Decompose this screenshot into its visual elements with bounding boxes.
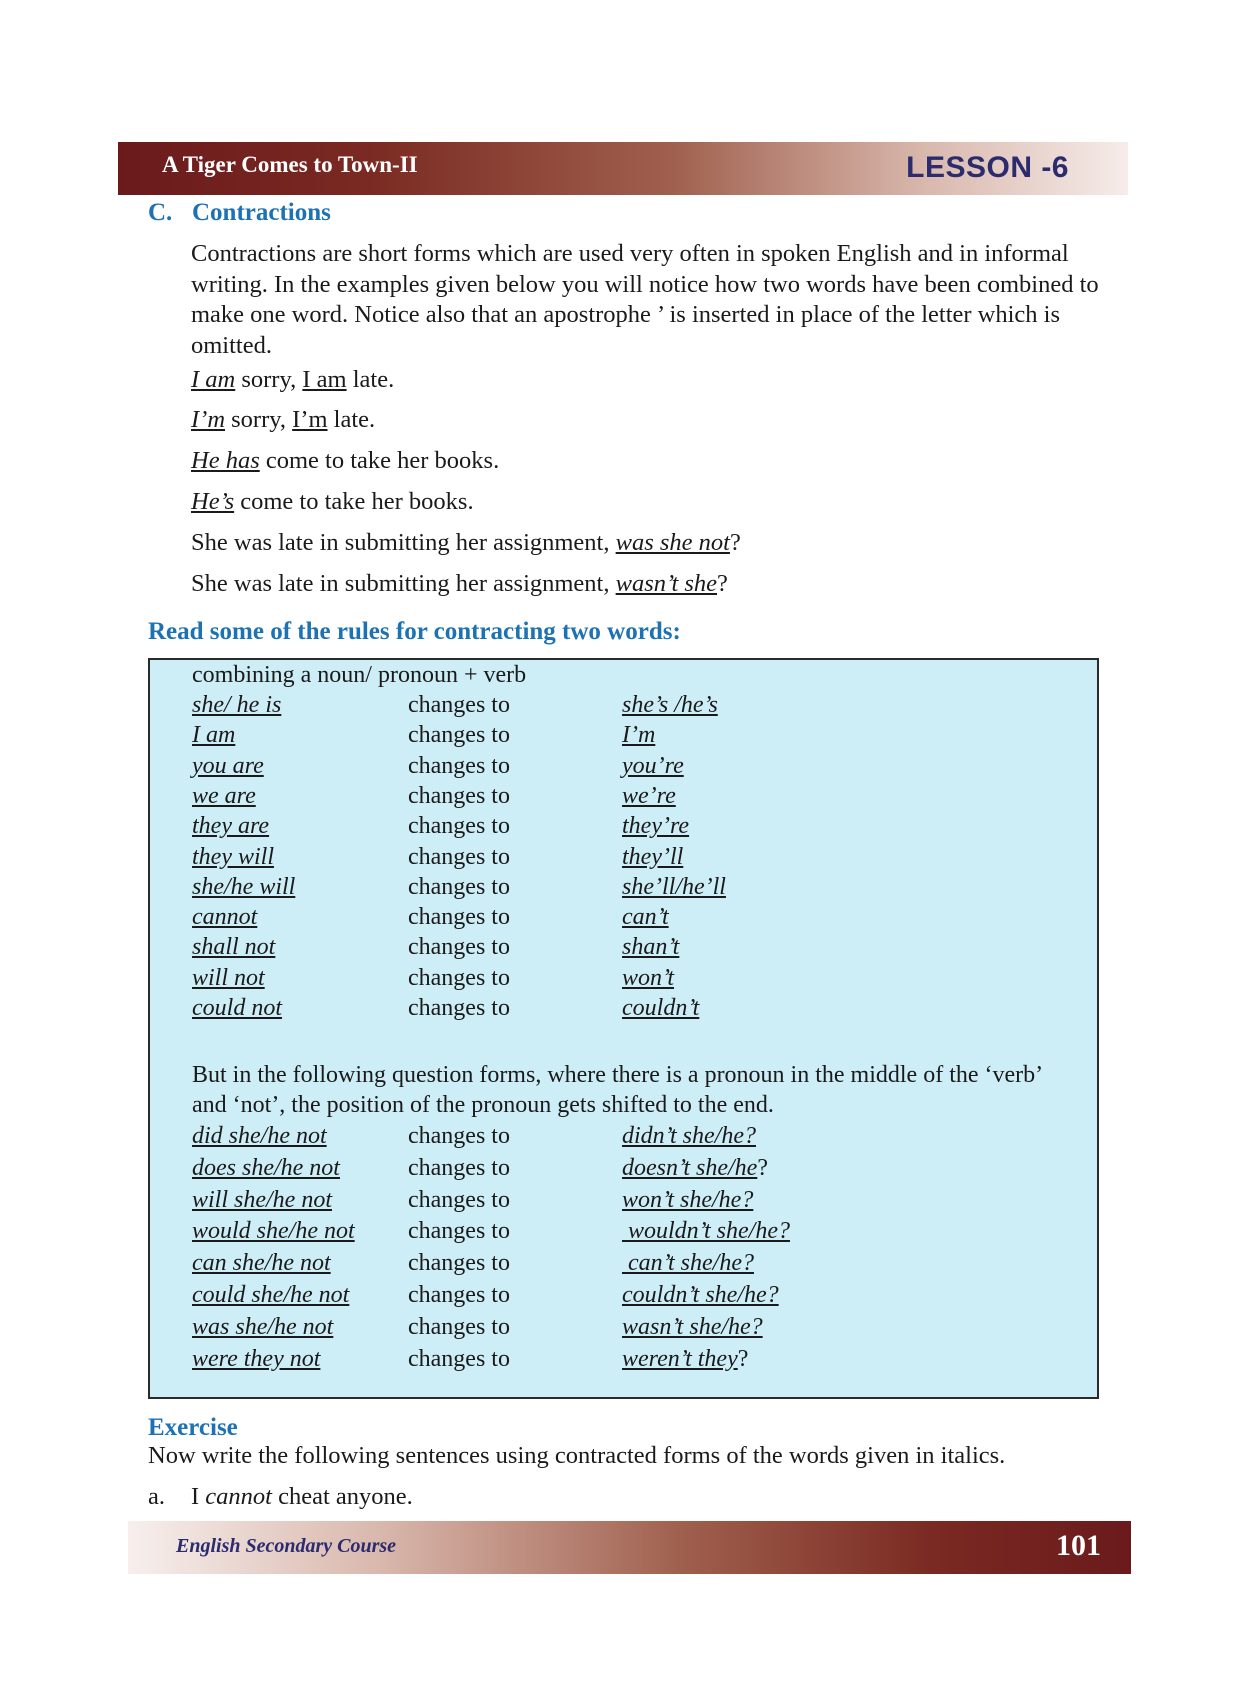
example-line (191, 447, 499, 475)
rule-contracted-form: we’re (622, 782, 676, 809)
page-number: 101 (1056, 1529, 1101, 1562)
rule-original: can she/he not (192, 1250, 331, 1277)
rule-contracted-form: can’t she/he? (622, 1250, 754, 1277)
example-line (191, 529, 741, 557)
rule-contracted (622, 995, 699, 1022)
rule-original: will not (192, 964, 265, 991)
rule-changes-to: changes to (408, 692, 510, 718)
chapter-title: A Tiger Comes to Town-II (162, 152, 418, 177)
intro-paragraph: Contractions are short forms which are used very often in spoken English and in informal writing. In the examples given below you will notice how two words have been combined to make one word. Notice also that an apostrophe ’ is inserted in place of the letter which is omitted. (191, 240, 1099, 359)
rule-original: she/ he is (192, 692, 282, 718)
example-underlined: He’s (191, 488, 235, 515)
rule-changes-to: changes to (408, 1218, 510, 1245)
rule-contracted-form: shan’t (622, 934, 680, 961)
rule-contracted (622, 692, 718, 719)
rule-contracted-form: couldn’t (622, 995, 700, 1021)
rule-original: we are (192, 782, 256, 809)
rule-original: would she/he not (192, 1218, 355, 1245)
rule-contracted (622, 783, 676, 810)
rule-original: could not (192, 995, 282, 1021)
exercise-instruction: Now write the following sentences using contracted forms of the words given in italics. (148, 1442, 1006, 1469)
rule-changes-to: changes to (408, 934, 510, 961)
rule-changes-to: changes to (408, 873, 510, 900)
rule-contracted-form: they’re (622, 813, 690, 840)
lesson-label: LESSON -6 (906, 151, 1069, 184)
rule-changes-to: changes to (408, 1313, 510, 1340)
rule-original: does she/he not (192, 1154, 340, 1181)
rule-changes-to: changes to (408, 995, 510, 1021)
rule-changes-to: changes to (408, 722, 510, 749)
rule-original: she/he will (192, 873, 296, 900)
section-heading (148, 199, 331, 227)
rule-contracted-form: didn’t she/he? (622, 1123, 756, 1149)
rule-contracted (622, 1250, 754, 1277)
rule-contracted (622, 904, 669, 931)
rule-contracted (622, 874, 726, 901)
example-text: ? (717, 570, 728, 597)
rule-changes-to: changes to (408, 1123, 510, 1149)
rule-original: I am (192, 722, 236, 749)
rule-contracted (622, 1123, 756, 1150)
example-underlined: wasn’t she (615, 570, 718, 597)
rule-changes-to: changes to (408, 964, 510, 991)
example-line (191, 366, 394, 394)
example-underlined: I am (302, 366, 347, 393)
rule-original: did she/he not (192, 1123, 327, 1149)
rule-contracted (622, 1218, 790, 1245)
example-underlined: He has (191, 447, 260, 474)
rule-contracted-form: she’ll/he’ll (622, 873, 726, 900)
rule-changes-to: changes to (408, 843, 510, 870)
example-underlined: I am (191, 366, 236, 393)
example-underlined: I’m (292, 406, 328, 433)
rules-heading: Read some of the rules for contracting two words: (148, 618, 681, 645)
rule-original: will she/he not (192, 1186, 332, 1213)
rule-contracted-form: wasn’t she/he? (622, 1313, 763, 1340)
rule-contracted (622, 753, 684, 780)
example-underlined: was she not (615, 529, 730, 556)
rule-contracted-form: wouldn’t she/he? (622, 1218, 790, 1245)
example-text: ? (729, 529, 741, 556)
rule-changes-to: changes to (408, 1186, 510, 1213)
exercise-item-italic: cannot (205, 1483, 272, 1510)
rule-contracted-form: can’t (622, 904, 669, 931)
rule-changes-to: changes to (408, 813, 510, 840)
example-text: sorry, (235, 366, 303, 393)
rule-original: cannot (192, 904, 258, 931)
rules-box (148, 658, 1099, 1399)
question-note: But in the following question forms, where there is a pronoun in the middle of the ‘verb’ and ‘not’, the position of the pronoun gets shifted to the end. (192, 1062, 1042, 1118)
rule-contracted-form: weren’t they (622, 1345, 738, 1372)
example-text: She was late in submitting her assignment, (191, 529, 616, 556)
example-text: sorry, (225, 406, 293, 433)
rule-contracted (622, 1282, 779, 1309)
example-text: late. (346, 366, 395, 393)
example-text: She was late in submitting her assignment, (191, 570, 616, 597)
rule-contracted (622, 1187, 753, 1214)
rule-contracted (622, 934, 679, 961)
rule-contracted-form: couldn’t she/he? (622, 1282, 779, 1308)
rule-contracted (622, 1346, 748, 1373)
rule-changes-to: changes to (408, 904, 510, 931)
rule-contracted (622, 722, 655, 749)
example-text: come to take her books. (234, 488, 474, 515)
example-line (191, 488, 474, 516)
rule-contracted-suffix: ? (737, 1345, 749, 1372)
rule-contracted-form: they’ll (622, 843, 684, 870)
rule-original: they are (192, 813, 270, 840)
rule-contracted-form: she’s /he’s (622, 692, 718, 718)
rule-original: could she/he not (192, 1282, 350, 1308)
example-line (191, 570, 728, 598)
rule-contracted (622, 965, 674, 992)
rule-contracted-form: won’t she/he? (622, 1186, 754, 1213)
rule-contracted (622, 813, 689, 840)
section-title: Contractions (192, 199, 331, 226)
example-text: late. (327, 406, 376, 433)
rule-contracted-form: I’m (622, 722, 656, 749)
rule-changes-to: changes to (408, 752, 510, 779)
rule-contracted (622, 1314, 763, 1341)
section-label: C. (148, 199, 173, 226)
rule-original: shall not (192, 934, 276, 961)
rules-intro: combining a noun/ pronoun + verb (192, 662, 527, 688)
exercise-item-text: cheat anyone. (271, 1483, 413, 1510)
rule-contracted-form: you’re (622, 752, 684, 779)
rule-original: you are (192, 752, 264, 779)
rule-changes-to: changes to (408, 1154, 510, 1181)
exercise-item-text: I (191, 1483, 206, 1510)
course-name: English Secondary Course (176, 1535, 397, 1557)
example-underlined: I’m (191, 406, 226, 433)
exercise-item-index: a. (148, 1483, 165, 1510)
rule-original: was she/he not (192, 1313, 334, 1340)
rule-contracted-suffix: ? (757, 1154, 768, 1181)
rule-changes-to: changes to (408, 782, 510, 809)
rule-contracted (622, 844, 683, 871)
rule-contracted-form: won’t (622, 964, 675, 991)
rule-contracted (622, 1155, 768, 1182)
rule-changes-to: changes to (408, 1250, 510, 1277)
exercise-item (148, 1483, 413, 1511)
rule-changes-to: changes to (408, 1345, 510, 1372)
rule-original: they will (192, 843, 274, 870)
example-text: come to take her books. (259, 447, 500, 474)
rule-original: were they not (192, 1345, 321, 1372)
rule-contracted-form: doesn’t she/he (622, 1154, 758, 1181)
example-line (191, 406, 375, 434)
rule-changes-to: changes to (408, 1282, 510, 1308)
exercise-heading: Exercise (148, 1414, 238, 1441)
